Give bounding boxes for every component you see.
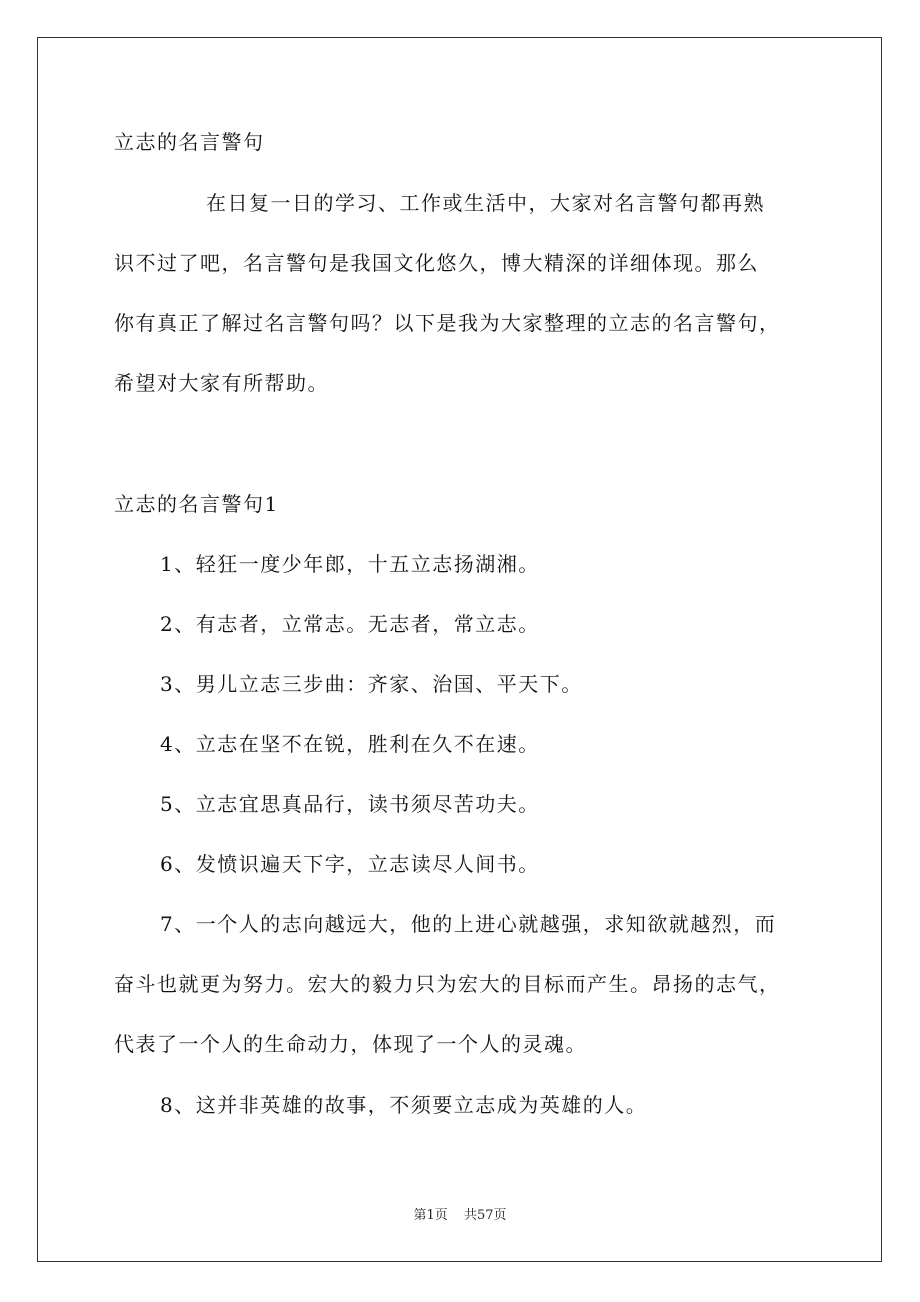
quote-3: 3、男儿立志三步曲：齐家、治国、平天下。 bbox=[160, 672, 583, 696]
page-total: 共57页 bbox=[463, 1208, 507, 1223]
intro-line-2: 识不过了吧，名言警句是我国文化悠久，博大精深的详细体现。那么 bbox=[114, 251, 759, 275]
quote-8: 8、这并非英雄的故事，不须要立志成为英雄的人。 bbox=[160, 1093, 648, 1117]
quote-7-line-3: 代表了一个人的生命动力，体现了一个人的灵魂。 bbox=[114, 1032, 587, 1056]
section-heading: 立志的名言警句1 bbox=[114, 492, 279, 516]
document-title: 立志的名言警句 bbox=[114, 130, 265, 154]
quote-1: 1、轻狂一度少年郎，十五立志扬湖湘。 bbox=[160, 552, 540, 576]
page-number: 第1页 bbox=[413, 1208, 448, 1223]
page-border bbox=[37, 37, 882, 1262]
quote-7-line-2: 奋斗也就更为努力。宏大的毅力只为宏大的目标而产生。昂扬的志气， bbox=[114, 972, 781, 996]
quote-7-line-1: 7、一个人的志向越远大，他的上进心就越强，求知欲就越烈，而 bbox=[160, 912, 777, 936]
quote-2: 2、有志者，立常志。无志者，常立志。 bbox=[160, 612, 540, 636]
intro-line-1: 在日复一日的学习、工作或生活中，大家对名言警句都再熟 bbox=[206, 191, 765, 215]
quote-5: 5、立志宜思真品行，读书须尽苦功夫。 bbox=[160, 792, 540, 816]
quote-6: 6、发愤识遍天下字，立志读尽人间书。 bbox=[160, 852, 540, 876]
page-footer bbox=[0, 1207, 920, 1225]
quote-4: 4、立志在坚不在锐，胜利在久不在速。 bbox=[160, 732, 540, 756]
intro-line-4: 希望对大家有所帮助。 bbox=[114, 371, 329, 395]
intro-line-3: 你有真正了解过名言警句吗？以下是我为大家整理的立志的名言警句， bbox=[114, 311, 781, 335]
